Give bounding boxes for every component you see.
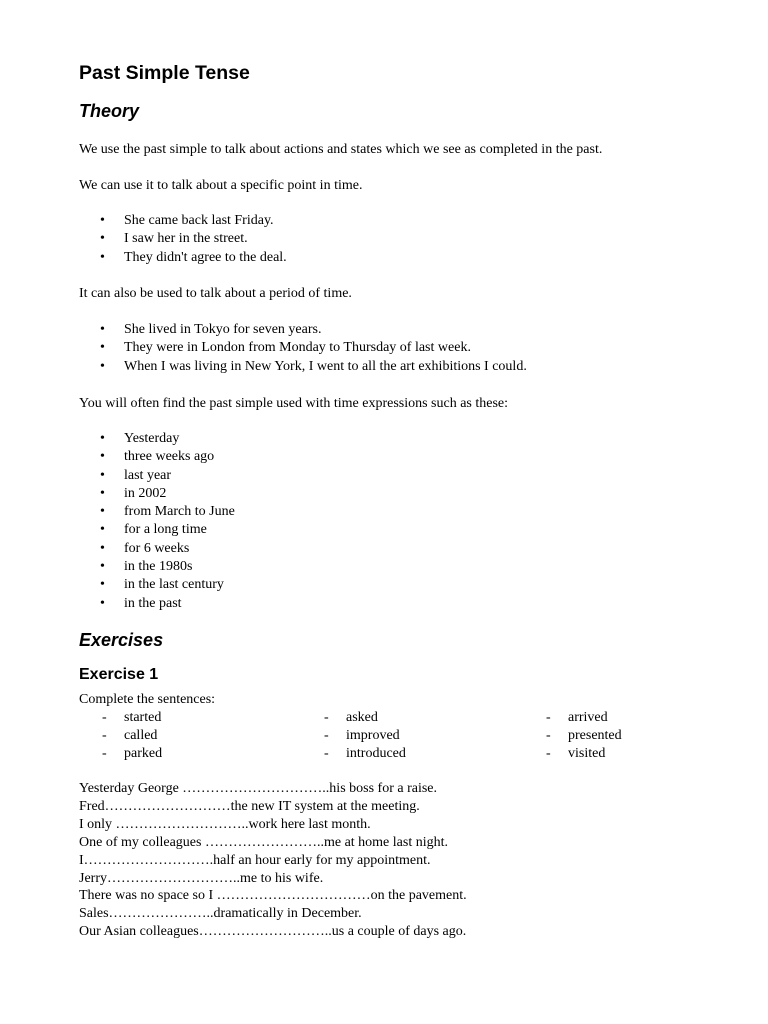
exercise-sentence: Yesterday George …………………………..his boss for a raise. [79,781,437,796]
bullet-icon: • [100,322,105,337]
bullet-icon: • [100,449,105,465]
page-title: Past Simple Tense [79,62,250,84]
list-item: • in the past [0,595,235,613]
list-item: • They didn't agree to the deal. [0,249,287,267]
bullet-icon: • [100,504,105,520]
bullet-icon: • [100,340,105,356]
bullet-icon: • [100,249,105,265]
bullet-icon: • [100,467,105,483]
list-item: • I saw her in the street. [0,230,287,248]
bullet-icon: • [100,577,105,593]
expressions-intro-text: You will often find the past simple used with time expressions such as these: [79,396,509,411]
bullet-icon: • [100,431,105,446]
exercise-sentence: I……………………….half an hour early for my appointment. [79,852,431,868]
list-item: • in the 1980s [0,558,235,576]
point-in-time-text: We can use it to talk about a specific point in time. [79,178,363,193]
list-item: • three weeks ago [0,448,235,466]
list-item: • She came back last Friday. [0,212,287,230]
period-of-time-text: It can also be used to talk about a period of time. [79,286,352,301]
period-examples-list [0,321,527,376]
point-examples-list [0,212,287,267]
bullet-icon: • [100,485,105,501]
bullet-icon: • [100,358,105,374]
list-item: • in the last century [0,576,235,594]
bullet-icon: • [100,522,105,538]
exercise-1-heading: Exercise 1 [79,666,159,683]
bullet-icon: • [100,213,105,228]
list-item: • When I was living in New York, I went to all the art exhibitions I could. [0,358,527,376]
bullet-icon: • [100,231,105,247]
bullet-icon: • [100,595,105,611]
exercise-sentence: Jerry………………………..me to his wife. [79,870,324,886]
list-item: • She lived in Tokyo for seven years. [0,321,527,339]
exercises-heading: Exercises [79,630,164,650]
bullet-icon: • [100,540,105,556]
bullet-icon: • [100,559,105,575]
exercise-sentence: One of my colleagues ……………………..me at home last night. [79,834,448,850]
list-item: • Yesterday [0,430,235,448]
exercise-sentences [79,780,467,941]
theory-heading: Theory [79,101,140,121]
list-item: • in 2002 [0,485,235,503]
list-item: • for a long time [0,521,235,539]
list-item: • They were in London from Monday to Thursday of last week. [0,339,527,357]
list-item: • for 6 weeks [0,540,235,558]
exercise-1-instruction: Complete the sentences: [79,692,216,707]
exercise-sentence: There was no space so I ……………………………on the pavement. [79,888,467,904]
list-item: • last year [0,467,235,485]
exercise-sentence: I only ………………………..work here last month. [79,816,371,832]
theory-intro: We use the past simple to talk about actions and states which we see as completed in the past. [79,142,603,157]
exercise-sentence: Our Asian colleagues………………………..us a couple of days ago. [79,924,467,940]
list-item: • from March to June [0,503,235,521]
exercise-sentence: Sales…………………..dramatically in December. [79,906,362,922]
time-expressions-list [0,430,235,613]
document-page: Past Simple Tense Theory We use the past simple to talk about actions and states which we see as completed in the past. We can use it to talk about a specific point in time. • She came back last Friday. • I saw her in the street. • They didn't agree to the deal. It can also be used to talk about a period of time. • She lived in Tokyo for seven years. • They were in London from Monday to Thursday of last week. • When I was living in New York, I went to all the art exhibitions I could. You will often find the past simple used with time expressions such as these: • Yesterday • three weeks ago • last year • in 2002 • from March to June • for a long time • for 6 weeks • in the 1980s • in the last century • in the past Exercises Exercise 1 Complete the sentences: - started - called - parked - asked - improved - introduced - arrived - presented - visited Yesterday George …………………………..his boss for a raise. Fred………………………the new IT system at the meeting. I only ………………………..work here last month. One of my colleagues ……………………..me at home last night. I……………………….half an hour early for my appointment. Jerry………………………..me to his wife. There was no space so I ……………………………on the pavement. Sales…………………..dramatically in December. Our Asian colleagues………………………..us a couple of days ago. [0,0,768,1024]
exercise-sentence: Fred………………………the new IT system at the meeting. [79,798,420,814]
